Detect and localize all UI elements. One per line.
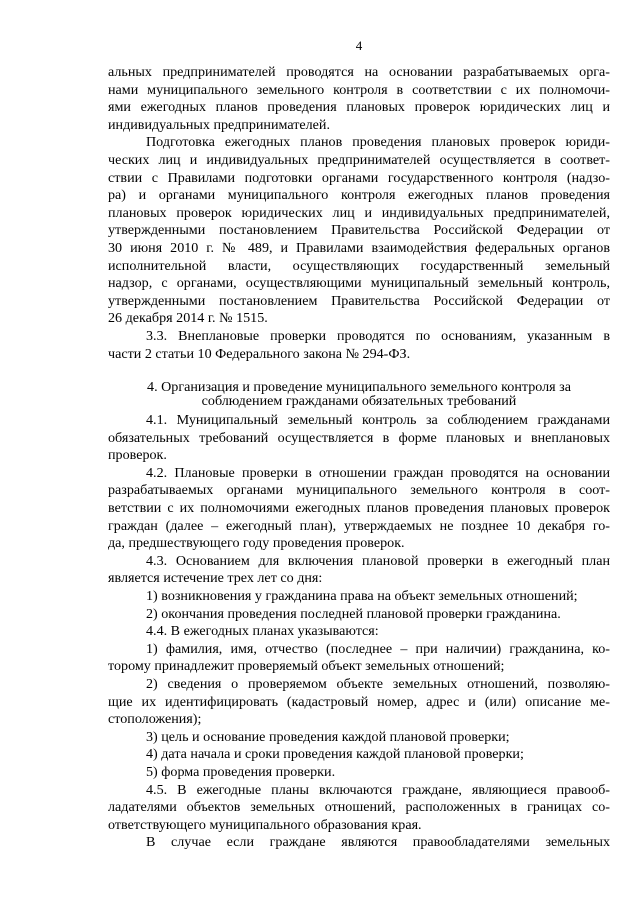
text-line: 1) возникновения у гражданина права на объект земельных отношений; (146, 588, 578, 605)
text-line: 1) фамилия, имя, отчество (последнее – при наличии) гражданина, ко- (146, 640, 610, 657)
text-line: плановых проверок юридических лиц и индивидуальных предпринимателей, (108, 204, 610, 221)
text-line: обязательных требований осуществляется в форме плановых и внеплановых (108, 429, 610, 446)
document-page (108, 0, 610, 905)
text-line: 4) дата начала и сроки проведения каждой плановой проверки; (146, 746, 524, 763)
text-line: утвержденными постановлением Правительства Российской Федерации от (108, 222, 610, 239)
text-line: 3.3. Внеплановые проверки проводятся по основаниям, указанным в (146, 327, 610, 344)
section-heading: соблюдением гражданами обязательных требований (201, 393, 517, 410)
text-line: щие их идентифицировать (кадастровый номер, адрес и (или) описание ме- (108, 693, 610, 710)
text-line: части 2 статьи 10 Федерального закона № 294-ФЗ. (108, 345, 411, 362)
text-line: торому принадлежит проверяемый объект земельных отношений; (108, 658, 505, 675)
text-line: утвержденными постановлением Правительства Российской Федерации от (108, 292, 610, 309)
text-line: нами муниципального земельного контроля в соответствии с их полномочи- (108, 81, 610, 98)
text-line: да, предшествующего году проведения проверок. (108, 535, 405, 552)
text-line: ра) и органами муниципального контроля ежегодных планов проведения (108, 187, 610, 204)
text-line: 2) окончания проведения последней плановой проверки гражданина. (146, 605, 561, 622)
text-line: ствии с Правилами подготовки органами государственного контроля (надзо- (108, 169, 610, 186)
text-line: 5) форма проведения проверки. (146, 763, 336, 780)
text-line: 3) цель и основание проведения каждой плановой проверки; (146, 728, 510, 745)
text-line: 4.5. В ежегодные планы включаются граждане, являющиеся правооб- (146, 781, 610, 798)
page-number: 4 (355, 38, 363, 53)
section-heading: 4. Организация и проведение муниципального земельного контроля за (147, 379, 571, 396)
text-line: ладателями объектов земельных отношений, расположенных в границах со- (108, 799, 610, 816)
text-line: 4.1. Муниципальный земельный контроль за соблюдением гражданами (146, 412, 610, 429)
spacer (108, 363, 610, 380)
text-line: надзор, с органами, осуществляющими муниципальный земельный контроль, (108, 275, 610, 292)
text-line: 4.4. В ежегодных планах указываются: (146, 623, 379, 640)
text-line: альных предпринимателей проводятся на основании разрабатываемых орга- (108, 64, 610, 80)
text-line: ответствующего муниципального образования края. (108, 816, 422, 833)
text-line: граждан (далее – ежегодный план), утверждаемых не позднее 10 декабря го- (108, 517, 610, 534)
text-line: ветствии с их полномочиями ежегодных планов проведения плановых проверок (108, 500, 610, 517)
text-line: 4.3. Основанием для включения плановой проверки в ежегодный план (146, 552, 610, 569)
text-line: Подготовка ежегодных планов проведения плановых проверок юриди- (146, 134, 610, 151)
text-line: исполнительной власти, осуществляющих государственный земельный (108, 257, 610, 274)
text-line: 4.2. Плановые проверки в отношении граждан проводятся на основании (146, 464, 610, 481)
text-line: индивидуальных предпринимателей. (108, 116, 330, 133)
text-line: ями ежегодных планов проведения плановых проверок юридических лиц и (108, 99, 610, 116)
text-line: 2) сведения о проверяемом объекте земельных отношений, позволяю- (146, 676, 610, 692)
text-line: стоположения); (108, 711, 202, 728)
text-line: 30 июня 2010 г. № 489, и Правилами взаимодействия федеральных органов (108, 239, 610, 256)
text-line: В случае если граждане являются правообладателями земельных (146, 834, 610, 851)
text-line: 26 декабря 2014 г. № 1515. (108, 310, 268, 327)
text-line: ческих лиц и индивидуальных предпринимателей осуществляется в соответ- (108, 151, 610, 168)
text-line: разрабатываемых органами муниципального земельного контроля в соот- (108, 482, 610, 499)
document-body (108, 64, 610, 852)
text-line: является истечение трех лет со дня: (108, 570, 323, 587)
text-line: проверок. (108, 447, 167, 464)
